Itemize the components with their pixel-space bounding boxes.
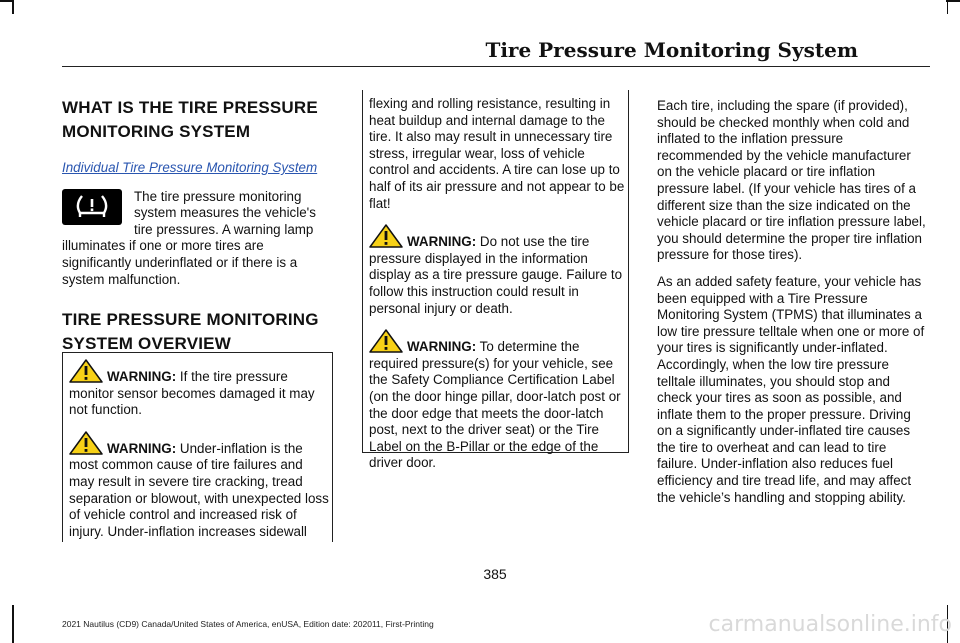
crop-mark [947, 0, 949, 14]
warning-triangle-icon [369, 329, 403, 353]
intro-paragraph: The tire pressure monitoring system measures the vehicle's tire pressures. A warning lamp illuminates if one or more tires are significantly underinflated or if there is a system malfunction. [62, 188, 316, 287]
section-heading: TIRE PRESSURE MONITORING SYSTEM OVERVIEW [62, 310, 319, 354]
warning-paragraph [69, 359, 329, 419]
warning-label: WARNING: [107, 440, 177, 456]
page-header [62, 36, 930, 67]
warning-label: WARNING: [107, 369, 177, 384]
warning-continuation: flexing and rolling resistance, resulting in heat buildup and internal damage to the tire. It also may result in unnecessary tire stress, irregular wear, loss of vehicle control and accidents. A tire can lose up to half of its air pressure and not appear to be flat! [369, 96, 625, 211]
crop-mark [12, 0, 14, 14]
crop-mark [12, 605, 14, 643]
page-number: 385 [483, 566, 507, 582]
column-left [62, 96, 334, 372]
crop-mark [946, 0, 960, 2]
body-paragraph: Each tire, including the spare (if provided), should be checked monthly when cold and inflated to the inflation pressure recommended by the vehicle manufacturer on the vehicle placard or tire inflation pressure label. (If your vehicle has tires of a different size than the size indicated on the vehicle placard or tire inflation pressure label, you should determine the proper tire inflation pressure for those tires). [657, 98, 926, 263]
section-link[interactable]: Individual Tire Pressure Monitoring System [62, 160, 318, 175]
warning-box-continued [362, 90, 629, 471]
warning-paragraph [69, 431, 329, 541]
body-paragraph: As an added safety feature, your vehicle has been equipped with a Tire Pressure Monitoring System (TPMS) that illuminates a low tire pressure telltale when one or more of your tires is significantly under-inflated. Accordingly, when the low tire pressure telltale illuminates, you should stop and check your tires as soon as possible, and inflate them to the proper pressure. Driving on a significantly under-inflated tire causes the tire to overheat and can lead to tire failure. Under-inflation also reduces fuel efficiency and tire tread life, and may affect the vehicle’s handling and stopping ability. [657, 273, 925, 505]
section-heading: WHAT IS THE TIRE PRESSURE MONITORING SYSTEM [62, 98, 318, 141]
warning-triangle-icon [69, 431, 103, 455]
watermark: carmanualsonline.info [708, 612, 952, 637]
warning-paragraph [369, 329, 625, 472]
warning-triangle-icon [369, 224, 403, 248]
warning-label: WARNING: [407, 234, 477, 250]
warning-triangle-icon [69, 359, 103, 383]
page-title: Tire Pressure Monitoring System [485, 38, 858, 62]
warning-text: Do not use the tire pressure displayed in the information display as a tire pressure gauge. Failure to follow this instruction could result in personal injury or death. [369, 234, 623, 316]
warning-text: If the tire pressure monitor sensor becomes damaged it may not function. [69, 369, 315, 418]
tpms-warning-lamp-icon [62, 189, 122, 225]
column-right [657, 98, 927, 516]
warning-text: Under-inflation is the most common cause of tire failures and may result in severe tire cracking, tread separation or blowout, with unexpected loss of vehicle control and increased risk of injury. Under-inflation increases sidewall [69, 440, 329, 539]
footer-text: 2021 Nautilus (CD9) Canada/United States of America, enUSA, Edition date: 202011, First-Printing [62, 619, 434, 629]
warning-paragraph [369, 224, 625, 317]
warning-box [62, 352, 333, 542]
warning-text: To determine the required pressure(s) for your vehicle, see the Safety Compliance Certification Label (on the door hinge pillar, door-latch post or the door edge that meets the door-latch post, next to the driver seat) or the Tire Label on the B-Pillar or the edge of the driver door. [369, 339, 621, 471]
warning-label: WARNING: [407, 339, 477, 355]
